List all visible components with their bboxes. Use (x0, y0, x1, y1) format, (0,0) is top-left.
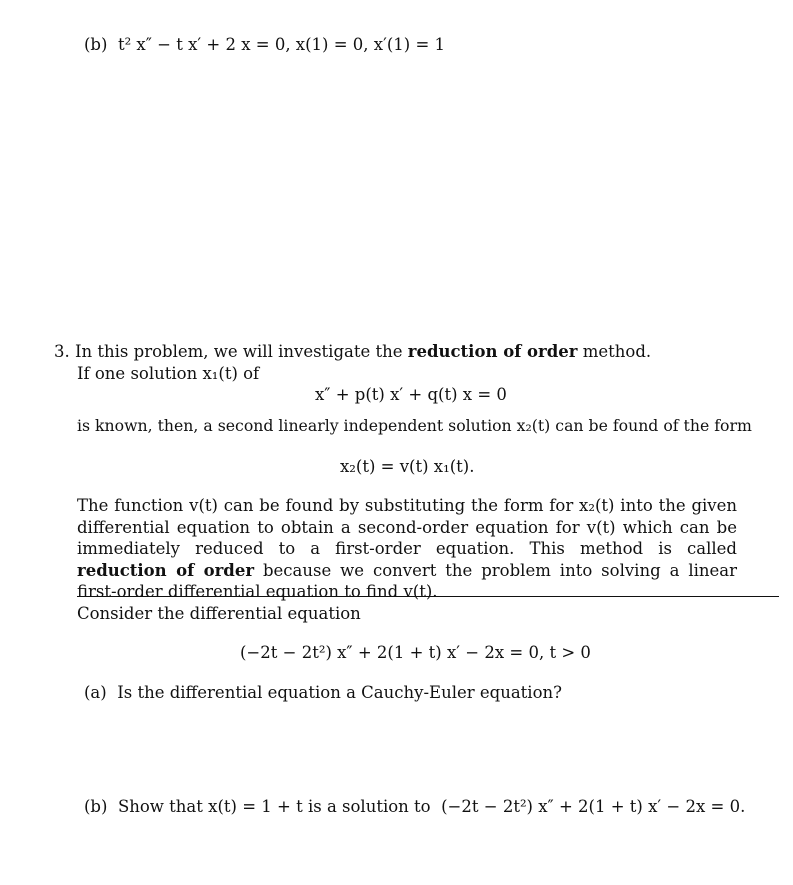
part-b-text: Show that x(t) = 1 + t is a solution to (117, 797, 431, 816)
problem-number: 3. (54, 342, 70, 361)
paragraph-bold-term: reduction of order (77, 560, 255, 580)
part-b-label: (b) (84, 797, 108, 816)
part-a-label: (a) (84, 683, 107, 702)
problem-3-line2: If one solution x₁(t) of (77, 364, 260, 383)
paragraph-text-2: because we convert the problem into solving a linear first-order differential equation to find v(t). (77, 560, 737, 601)
part-b-top-label: (b) (84, 35, 108, 54)
equation-given-de: (−2t − 2t²) x″ + 2(1 + t) x′ − 2x = 0, t > 0 (240, 643, 591, 662)
part-b-question (84, 797, 745, 817)
equation-homogeneous: x″ + p(t) x′ + q(t) x = 0 (315, 385, 507, 404)
explanation-paragraph (77, 495, 737, 603)
intro-bold-term: reduction of order (407, 342, 578, 361)
intro-text: In this problem, we will investigate the (75, 342, 403, 361)
part-b-top (84, 35, 445, 55)
part-b-equation: (−2t − 2t²) x″ + 2(1 + t) x′ − 2x = 0. (441, 797, 746, 816)
intro-text-end: method. (582, 342, 652, 361)
part-a-text: Is the differential equation a Cauchy-Euler equation? (117, 683, 562, 702)
part-b-top-equation: t² x″ − t x′ + 2 x = 0, x(1) = 0, x′(1) = 1 (117, 35, 446, 54)
consider-text: Consider the differential equation (77, 604, 361, 623)
paragraph-text-1: The function v(t) can be found by substituting the form for x₂(t) into the given differential equation to obtain a second-order equation for v(t) which can be immediately reduced to a first-order equation. This method is called (77, 496, 737, 558)
part-a-question (84, 683, 562, 703)
problem-3-line3: is known, then, a second linearly independent solution x₂(t) can be found of the form (77, 416, 752, 435)
section-divider (77, 596, 779, 597)
problem-3-intro (54, 342, 651, 362)
equation-second-solution: x₂(t) = v(t) x₁(t). (340, 457, 475, 476)
